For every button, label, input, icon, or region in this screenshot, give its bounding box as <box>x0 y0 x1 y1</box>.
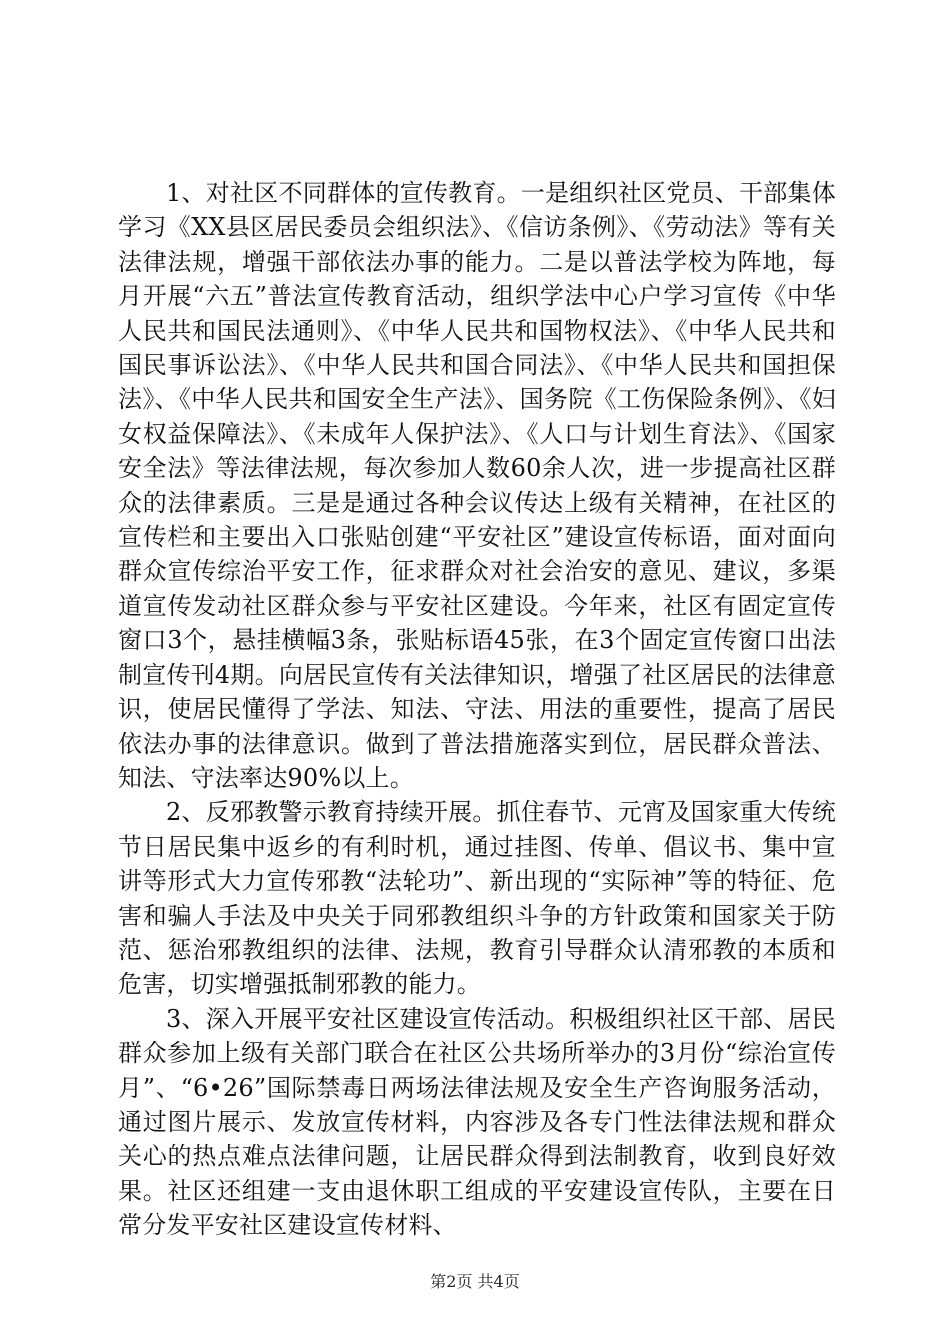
page-number: 第2页 共4页 <box>430 1272 520 1291</box>
paragraph-community-groups: 1、对社区不同群体的宣传教育。一是组织社区党员、干部集体学习《XX县区居民委员会组织法》、《信访条例》、《劳动法》等有关法律法规，增强干部依法办事的能力。二是以普法学校为阵地，每月开展“六五”普法宣传教育活动，组织学法中心户学习宣传《中华人民共和国民法通则》、《中华人民共和国物权法》、《中华人民共和国民事诉讼法》、《中华人民共和国合同法》、《中华人民共和国担保法》、《中华人民共和国安全生产法》、国务院《工伤保险条例》、《妇女权益保障法》、《未成年人保护法》、《人口与计划生育法》、《国家安全法》等法律法规，每次参加人数60余人次，进一步提高社区群众的法律素质。三是是通过各种会议传达上级有关精神，在社区的宣传栏和主要出入口张贴创建“平安社区”建设宣传标语，面对面向群众宣传综治平安工作，征求群众对社会治安的意见、建议，多渠道宣传发动社区群众参与平安社区建设。今年来，社区有固定宣传窗口3个，悬挂横幅3条，张贴标语45张，在3个固定宣传窗口出法制宣传刊4期。向居民宣传有关法律知识，增强了社区居民的法律意识，使居民懂得了学法、知法、守法、用法的重要性，提高了居民依法办事的法律意识。做到了普法措施落实到位，居民群众普法、知法、守法率达90%以上。 <box>118 179 836 792</box>
paragraph-anti-cult: 2、反邪教警示教育持续开展。抓住春节、元宵及国家重大传统节日居民集中返乡的有利时机，通过挂图、传单、倡议书、集中宣讲等形式大力宣传邪教“法轮功”、新出现的“实际神”等的特征、危害和骗人手法及中央关于同邪教组织斗争的方针政策和国家关于防范、惩治邪教组织的法律、法规，教育引导群众认清邪教的本质和危害，切实增强抵制邪教的能力。 <box>118 798 836 999</box>
document-body <box>118 176 836 1243</box>
page-footer <box>0 1271 950 1293</box>
paragraph-safe-community: 3、深入开展平安社区建设宣传活动。积极组织社区干部、居民群众参加上级有关部门联合在社区公共场所举办的3月份“综治宣传月”、“6•26”国际禁毒日两场法律法规及安全生产咨询服务活动，通过图片展示、发放宣传材料，内容涉及各专门性法律法规和群众关心的热点难点法律问题，让居民群众得到法制教育，收到良好效果。社区还组建一支由退休职工组成的平安建设宣传队，主要在日常分发平安社区建设宣传材料、 <box>118 1004 836 1240</box>
